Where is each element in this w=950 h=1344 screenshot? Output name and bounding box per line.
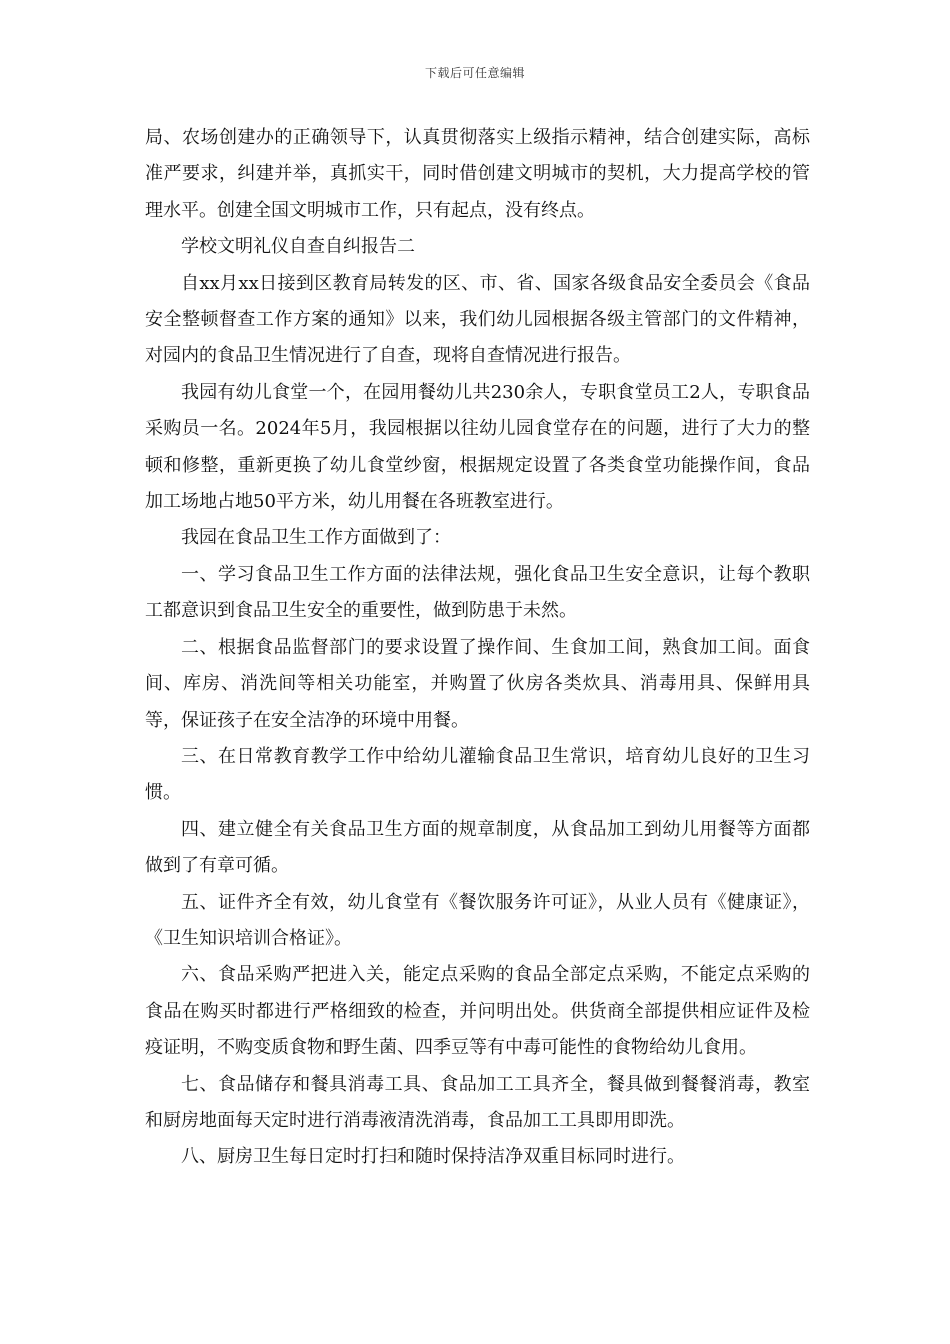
list-item: 二、根据食品监督部门的要求设置了操作间、生食加工间，熟食加工间。面食间、库房、消洗间等相关功能室，并购置了伙房各类炊具、消毒用具、保鲜用具等，保证孩子在安全洁净的环境中用餐。 [145,636,810,731]
paragraph: 局、农场创建办的正确领导下，认真贯彻落实上级指示精神，结合创建实际，高标准严要求，纠建并举，真抓实干，同时借创建文明城市的契机，大力提高学校的管理水平。创建全国文明城市工作，只有起点，没有终点。 [145,127,810,221]
page-header: 下载后可任意编辑 [424,66,525,80]
paragraph: 我园在食品卫生工作方面做到了： [181,527,451,549]
list-item: 三、在日常教育教学工作中给幼儿灌输食品卫生常识，培育幼儿良好的卫生习惯。 [145,745,810,804]
list-item: 五、证件齐全有效，幼儿食堂有《餐饮服务许可证》，从业人员有《健康证》，《卫生知识培训合格证》。 [145,891,810,949]
list-item: 四、建立健全有关食品卫生方面的规章制度，从食品加工到幼儿用餐等方面都做到了有章可循。 [145,818,810,877]
list-item: 八、厨房卫生每日定时打扫和随时保持洁净双重目标同时进行。 [181,1146,685,1168]
list-item: 一、学习食品卫生工作方面的法律法规，强化食品卫生安全意识，让每个教职工都意识到食品卫生安全的重要性，做到防患于未然。 [145,563,810,622]
section-title: 学校文明礼仪自查自纠报告二 [181,236,415,258]
paragraph: 自xx月xx日接到区教育局转发的区、市、省、国家各级食品安全委员会《食品安全整顿督查工作方案的通知》以来，我们幼儿园根据各级主管部门的文件精神，对园内的食品卫生情况进行了自查，现将自查情况进行报告。 [145,272,810,367]
list-item: 六、食品采购严把进入关，能定点采购的食品全部定点采购，不能定点采购的食品在购买时都进行严格细致的检查，并问明出处。供货商全部提供相应证件及检疫证明，不购变质食物和野生菌、四季豆等有中毒可能性的食物给幼儿食用。 [145,964,810,1059]
document-body [145,120,810,1176]
paragraph: 我园有幼儿食堂一个，在园用餐幼儿共230余人，专职食堂员工2人，专职食品采购员一名。2024年5月，我园根据以往幼儿园食堂存在的问题，进行了大力的整顿和修整，重新更换了幼儿食堂纱窗，根据规定设置了各类食堂功能操作间，食品加工场地占地50平方米，幼儿用餐在各班教室进行。 [145,381,810,513]
list-item: 七、食品储存和餐具消毒工具、食品加工工具齐全，餐具做到餐餐消毒，教室和厨房地面每天定时进行消毒液清洗消毒，食品加工工具即用即洗。 [145,1073,810,1131]
